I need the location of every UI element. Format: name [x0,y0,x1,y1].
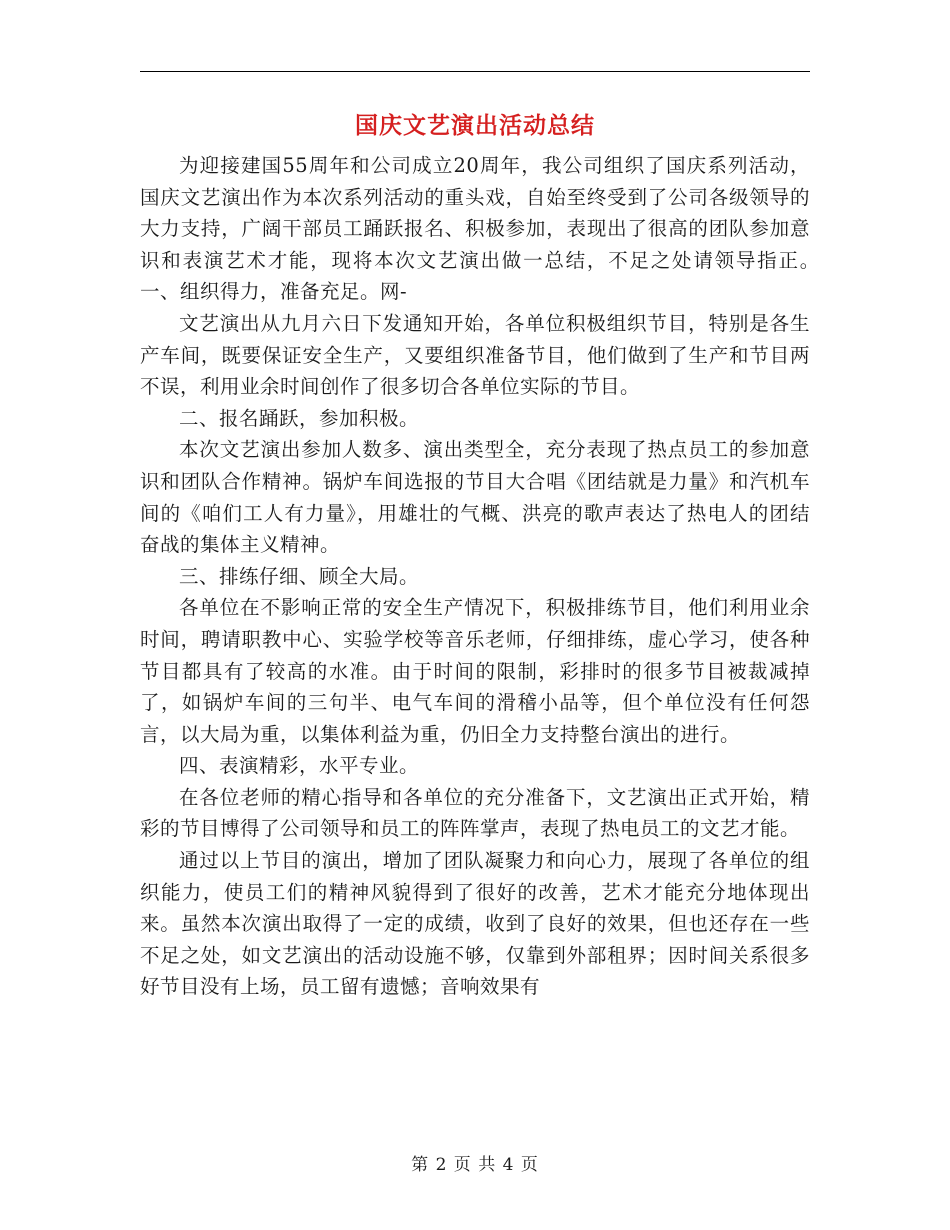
header-rule [140,71,810,72]
paragraph-participation: 本次文艺演出参加人数多、演出类型全，充分表现了热点员工的参加意识和团队合作精神。锅炉车间选报的节目大合唱《团结就是力量》和汽机车间的《咱们工人有力量》，用雄壮的气概、洪亮的歌声表达了热电人的团结奋战的集体主义精神。 [140,438,810,557]
paragraph-performance: 在各位老师的精心指导和各单位的充分准备下，文艺演出正式开始，精彩的节目博得了公司领导和员工的阵阵掌声，表现了热电员工的文艺才能。 [140,785,810,841]
section-heading-4: 四、表演精彩，水平专业。 [179,754,420,778]
page-number: 第 2 页 共 4 页 [411,1155,539,1175]
paragraph-organization: 文艺演出从九月六日下发通知开始，各单位积极组织节目，特别是各生产车间，既要保证安全生产，又要组织准备节目，他们做到了生产和节目两不误，利用业余时间创作了很多切合各单位实际的节目。 [140,311,810,399]
section-heading-3: 三、排练仔细、顾全大局。 [179,564,420,588]
section-heading-2: 二、报名踊跃，参加积极。 [179,406,420,430]
paragraph-intro: 为迎接建国55周年和公司成立20周年，我公司组织了国庆系列活动，国庆文艺演出作为本次系列活动的重头戏，自始至终受到了公司各级领导的大力支持，广阔干部员工踊跃报名、积极参加，表现出了很高的团队参加意识和表演艺术才能，现将本次文艺演出做一总结，不足之处请领导指正。 一、组织得力，准备充足。网- [140,154,851,304]
document-body [140,150,851,1003]
paragraph-rehearsal: 各单位在不影响正常的安全生产情况下，积极排练节目，他们利用业余时间，聘请职教中心、实验学校等音乐老师，仔细排练，虚心学习，使各种节目都具有了较高的水准。由于时间的限制，彩排时的很多节目被裁减掉了，如锅炉车间的三句半、电气车间的滑稽小品等，但个单位没有任何怨言，以大局为重，以集体利益为重，仍旧全力支持整台演出的进行。 [140,596,810,746]
document-title: 国庆文艺演出活动总结 [355,112,595,139]
paragraph-conclusion: 通过以上节目的演出，增加了团队凝聚力和向心力，展现了各单位的组织能力，使员工们的精神风貌得到了很好的改善，艺术才能充分地体现出来。虽然本次演出取得了一定的成绩，收到了良好的效果，但也还存在一些不足之处，如文艺演出的活动设施不够，仅靠到外部租界；因时间关系很多好节目没有上场，员工留有遗憾；音响效果有 [140,849,810,999]
